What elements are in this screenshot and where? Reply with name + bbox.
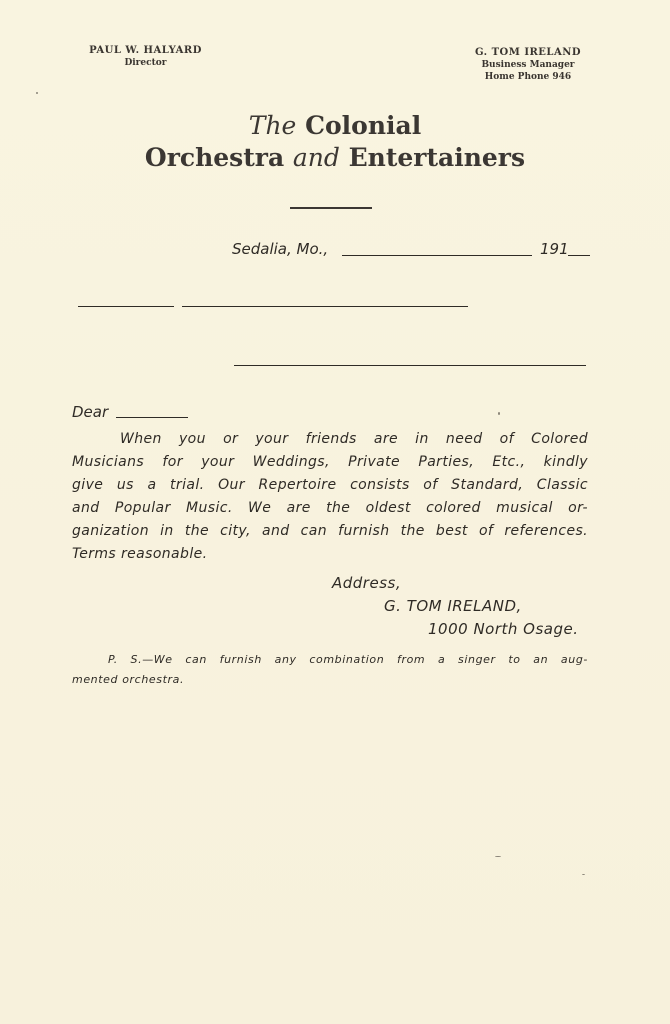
- paper-speck: [582, 874, 585, 875]
- director-name: PAUL W. HALYARD: [89, 45, 202, 56]
- body-line: When you or your friends are in need of Colored: [120, 431, 588, 447]
- return-address: [300, 572, 590, 641]
- paper-speck: [36, 92, 38, 94]
- postscript-line: mented orchestra.: [72, 673, 185, 686]
- manager-role: Business Manager: [481, 60, 575, 70]
- body-line: and Popular Music. We are the oldest colored musical or-: [72, 500, 588, 516]
- director-block: [78, 45, 213, 68]
- letter-body: [72, 428, 588, 566]
- salutation-blank: [116, 417, 188, 418]
- salutation: Dear: [72, 403, 109, 421]
- year-prefix: 191: [540, 240, 569, 258]
- manager-phone: Home Phone 946: [484, 72, 572, 82]
- postscript: [72, 650, 588, 690]
- address-street: 1000 North Osage.: [428, 620, 579, 638]
- body-line: give us a trial. Our Repertoire consists of Standard, Classic: [72, 477, 588, 493]
- director-role: Director: [124, 58, 167, 68]
- address-name: G. TOM IRELAND,: [384, 597, 522, 615]
- postscript-line: P. S.—We can furnish any combination from a singer to an aug-: [108, 653, 588, 666]
- title-and: and: [292, 143, 340, 172]
- title-line-1: [80, 110, 590, 142]
- manager-name: G. TOM IRELAND: [474, 47, 582, 58]
- title-colonial: Colonial: [305, 111, 422, 140]
- address-label: Address,: [332, 574, 402, 592]
- recipient-name-blank-2: [182, 306, 468, 307]
- body-line: Musicians for your Weddings, Private Parties, Etc., kindly: [72, 454, 588, 470]
- recipient-name-blank-1: [78, 306, 174, 307]
- title-line-2: [80, 142, 590, 174]
- title-entertainers: Entertainers: [348, 143, 526, 172]
- body-line: Terms reasonable.: [72, 546, 208, 562]
- title-orchestra: Orchestra: [144, 143, 285, 172]
- date-blank: [342, 255, 532, 256]
- recipient-address-blank: [234, 365, 586, 366]
- letterhead-title: [80, 110, 590, 174]
- title-divider: [290, 207, 372, 209]
- year-blank: [568, 255, 590, 256]
- manager-block: [462, 47, 594, 82]
- body-line: ganization in the city, and can furnish the best of references.: [72, 523, 588, 539]
- title-the: The: [248, 111, 297, 140]
- city-label: Sedalia, Mo.,: [232, 240, 329, 258]
- date-line: [232, 240, 592, 262]
- paper-speck: [498, 412, 500, 415]
- paper-speck: [495, 856, 501, 857]
